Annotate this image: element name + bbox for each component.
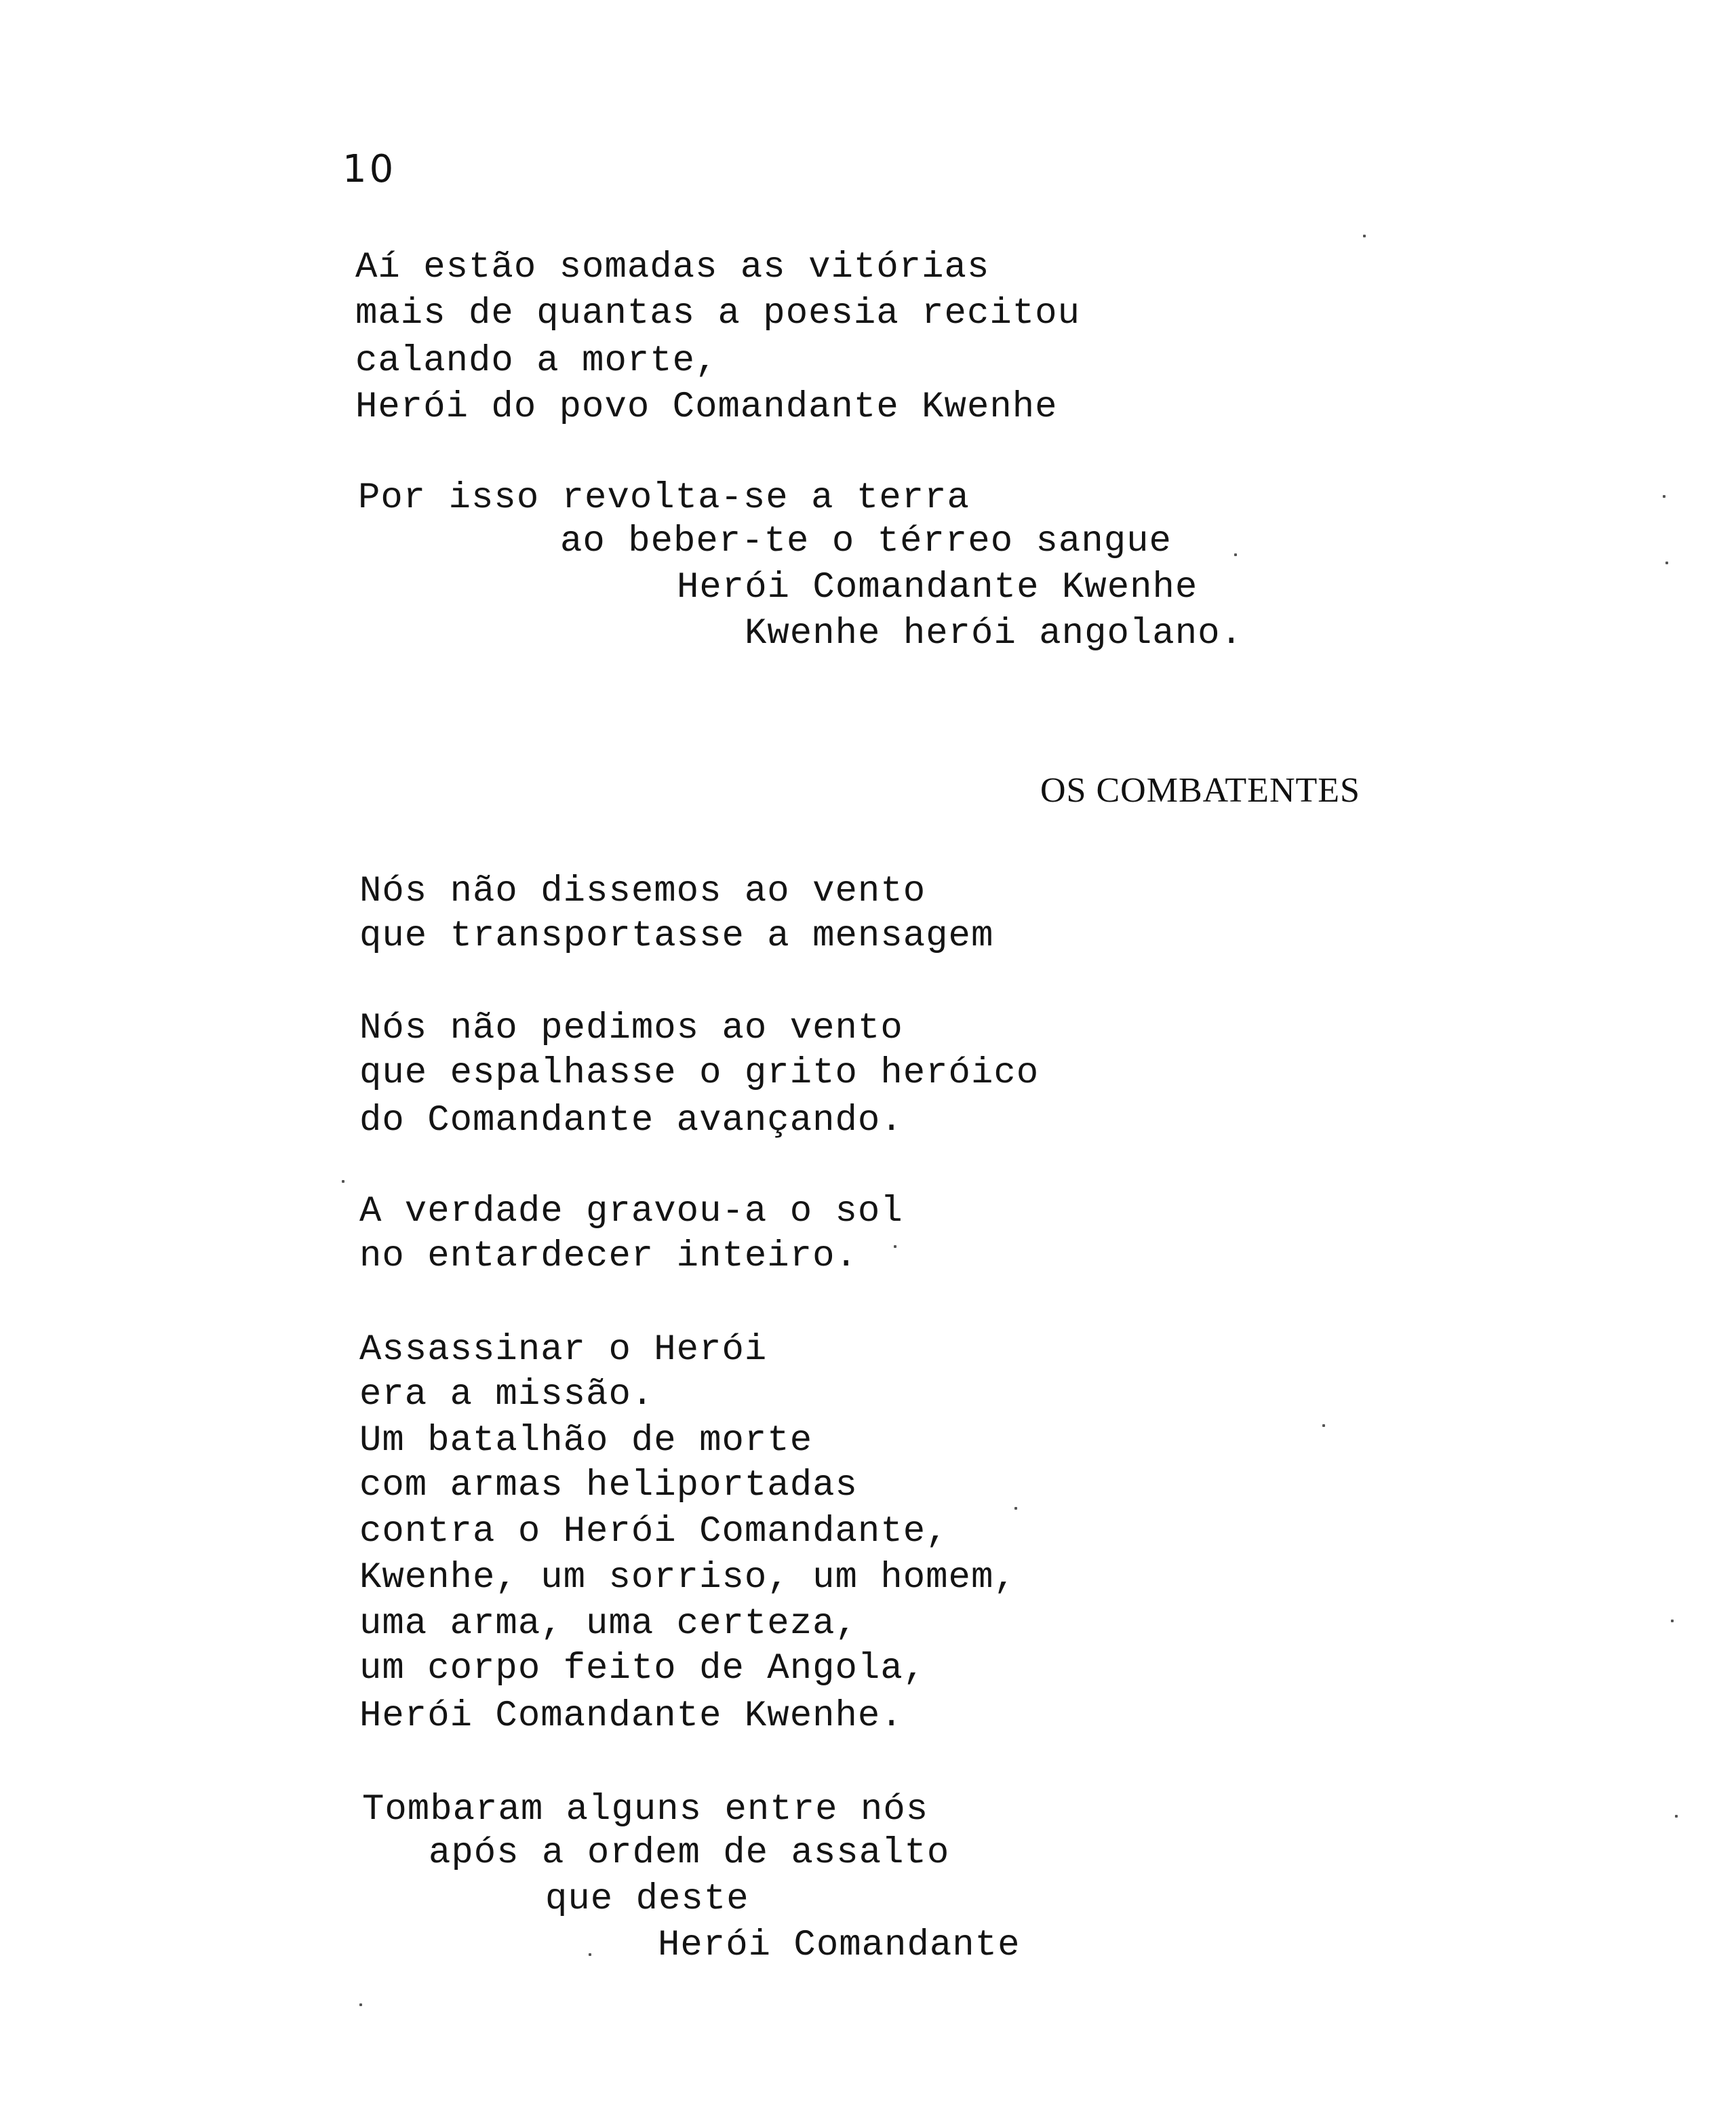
verse-line: um corpo feito de Angola, (359, 1648, 926, 1689)
scan-speck (342, 1180, 344, 1183)
verse-line: Herói Comandante Kwenhe (677, 567, 1198, 608)
scan-speck (359, 2003, 362, 2006)
poem-title: OS COMBATENTES (1040, 771, 1360, 810)
scan-speck (589, 1953, 591, 1956)
verse-line: Herói Comandante (658, 1925, 1021, 1966)
scan-speck (1363, 235, 1366, 237)
verse-line: que deste (545, 1879, 749, 1920)
scan-speck (1234, 553, 1237, 556)
verse-line: que transportasse a mensagem (359, 916, 994, 957)
scan-speck (1671, 1620, 1674, 1622)
scan-speck (1663, 495, 1665, 498)
verse-line: do Comandante avançando. (359, 1100, 903, 1141)
verse-line: Herói Comandante Kwenhe. (359, 1696, 903, 1737)
page-number: 10 (342, 147, 397, 191)
verse-line: Kwenhe herói angolano. (745, 613, 1243, 654)
verse-line: após a ordem de assalto (429, 1833, 950, 1874)
verse-line: Tombaram alguns entre nós (362, 1789, 929, 1830)
verse-line: que espalhasse o grito heróico (359, 1053, 1040, 1094)
scan-speck (1322, 1424, 1325, 1427)
verse-line: Por isso revolta-se a terra (358, 477, 970, 519)
scan-speck (894, 1245, 896, 1248)
scan-speck (1014, 1507, 1017, 1510)
verse-line: Nós não dissemos ao vento (359, 871, 926, 912)
verse-line: A verdade gravou-a o sol (359, 1191, 903, 1232)
verse-line: no entardecer inteiro. (359, 1236, 858, 1277)
verse-line: Assassinar o Herói (359, 1329, 768, 1371)
verse-line: contra o Herói Comandante, (359, 1511, 949, 1552)
verse-line: com armas heliportadas (359, 1465, 858, 1506)
verse-line: Kwenhe, um sorriso, um homem, (359, 1557, 1017, 1599)
verse-line: mais de quantas a poesia recitou (355, 293, 1080, 334)
verse-line: ao beber-te o térreo sangue (560, 521, 1172, 562)
verse-line: uma arma, uma certeza, (359, 1603, 858, 1645)
scan-speck (1665, 562, 1668, 564)
scan-speck (1675, 1815, 1678, 1818)
verse-line: era a missão. (359, 1374, 654, 1415)
verse-line: calando a morte, (355, 340, 718, 382)
verse-line: Um batalhão de morte (359, 1420, 813, 1462)
verse-line: Nós não pedimos ao vento (359, 1008, 903, 1049)
verse-line: Herói do povo Comandante Kwenhe (355, 387, 1058, 428)
verse-line: Aí estão somadas as vitórias (355, 247, 990, 288)
